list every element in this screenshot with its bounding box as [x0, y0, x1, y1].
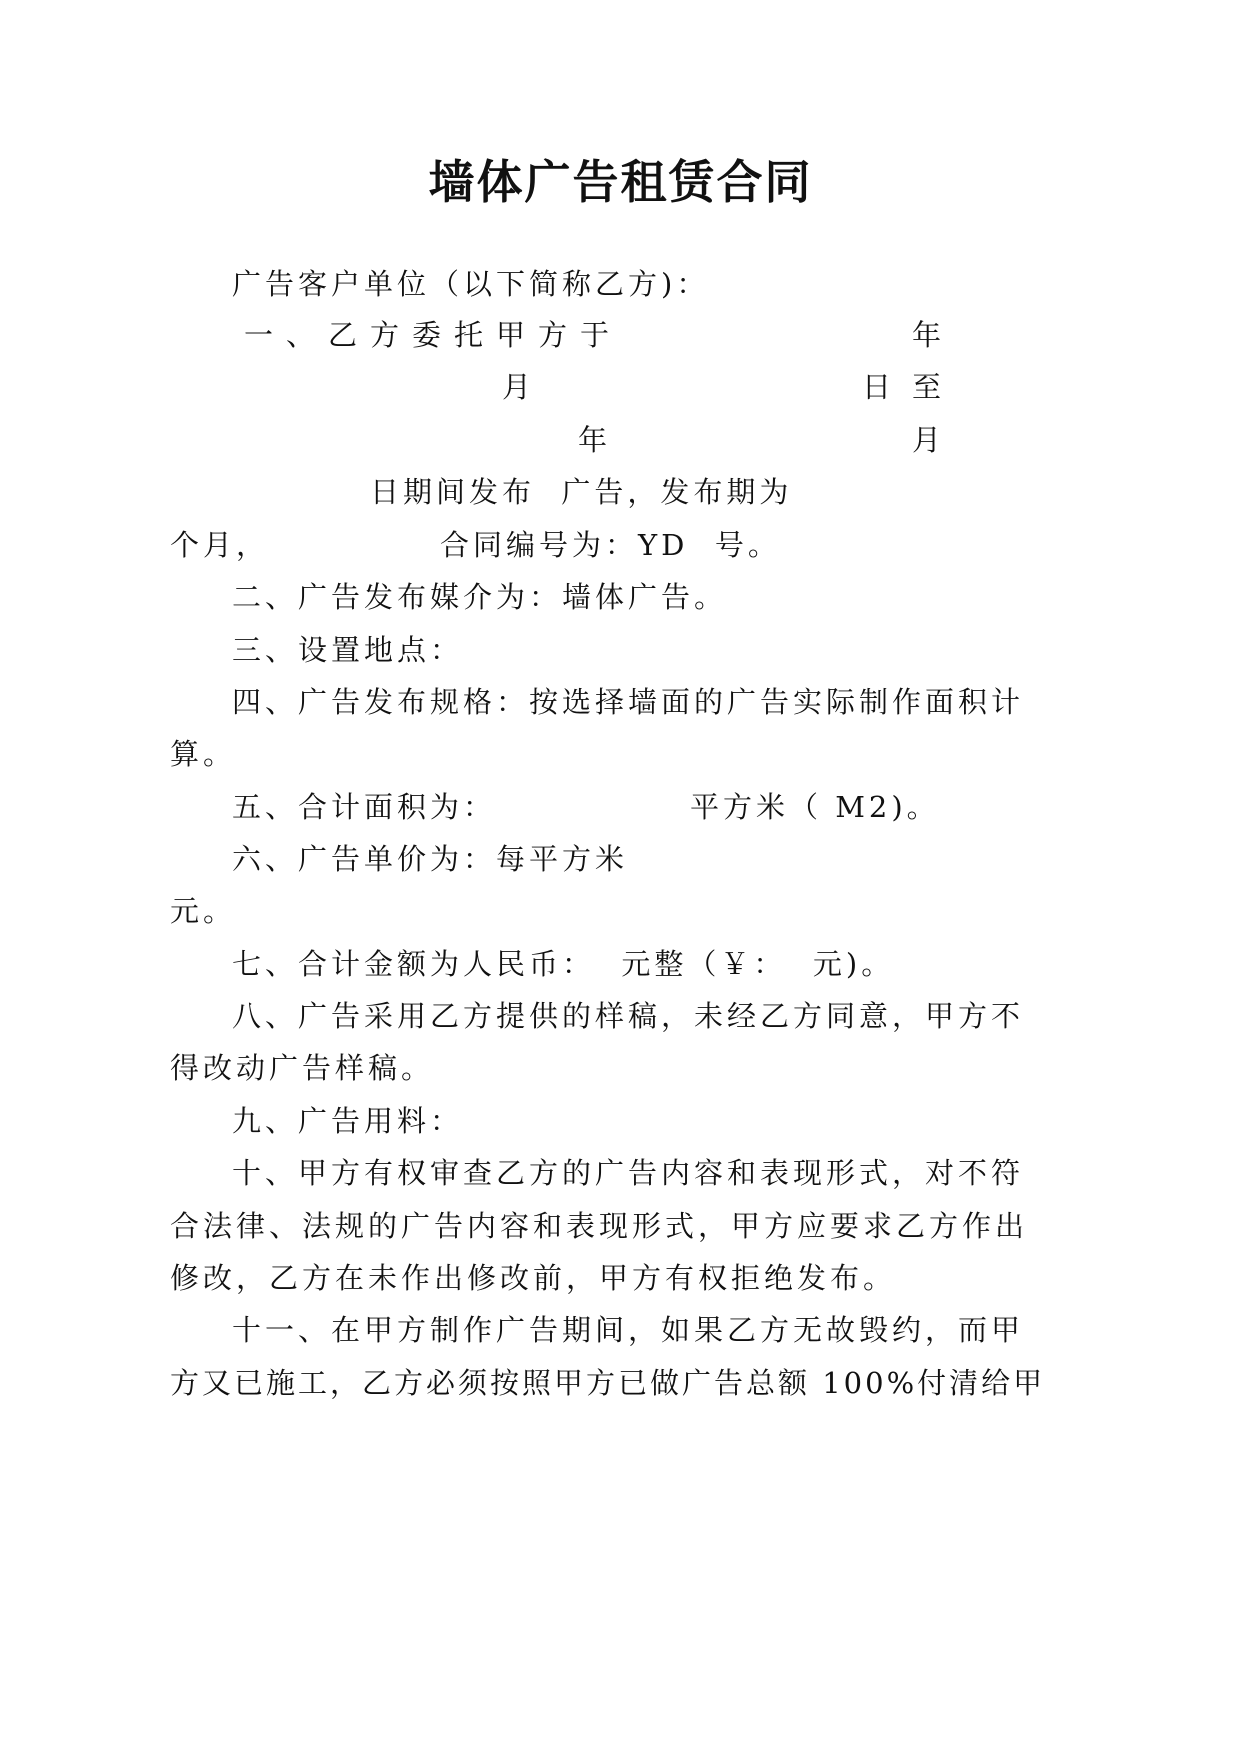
clause-1-year-1: 年 [912, 318, 942, 352]
clause-1-line-a: 一、乙方委托甲方于 [244, 318, 623, 352]
clause-2: 二、广告发布媒介为：墙体广告。 [232, 580, 728, 614]
clause-6-line-b: 元。 [170, 894, 237, 928]
client-line: 广告客户单位（以下简称乙方)： [232, 267, 710, 301]
clause-4-line-a: 四、广告发布规格：按选择墙面的广告实际制作面积计 [232, 685, 1025, 719]
clause-10-line-a: 十、甲方有权审查乙方的广告内容和表现形式，对不符 [232, 1156, 1025, 1190]
clause-1-month-2: 月 [912, 423, 942, 457]
clause-1-month-1: 月 [502, 370, 532, 404]
clause-11-line-b: 方又已施工，乙方必须按照甲方已做广告总额 100%付清给甲 [170, 1366, 1046, 1400]
clause-5-label: 五、合计面积为： [232, 790, 497, 824]
clause-6-line-a: 六、广告单价为：每平方米 [232, 842, 629, 876]
clause-8-line-a: 八、广告采用乙方提供的样稿，未经乙方同意，甲方不 [232, 999, 1025, 1033]
clause-10-line-c: 修改，乙方在未作出修改前，甲方有权拒绝发布。 [170, 1261, 897, 1295]
clause-1-period: 日期间发布 广告，发布期为 [370, 475, 793, 509]
clause-5-unit: 平方米（ M2)。 [690, 790, 940, 824]
clause-3: 三、设置地点： [232, 633, 464, 667]
clause-1-months: 个月， [170, 528, 270, 562]
clause-1-contract-number: 合同编号为：YD 号。 [440, 528, 781, 562]
clause-8-line-b: 得改动广告样稿。 [170, 1051, 435, 1085]
clause-1-year-2: 年 [578, 423, 608, 457]
clause-10-line-b: 合法律、法规的广告内容和表现形式，甲方应要求乙方作出 [170, 1209, 1029, 1243]
clause-1-to: 至 [912, 370, 942, 404]
clause-9: 九、广告用料： [232, 1104, 464, 1138]
clause-1-day-1: 日 [862, 370, 892, 404]
clause-7: 七、合计金额为人民币： 元整（￥： 元)。 [232, 947, 895, 981]
clause-4-line-b: 算。 [170, 737, 237, 771]
clause-11-line-a: 十一、在甲方制作广告期间，如果乙方无故毁约，而甲 [232, 1313, 1025, 1347]
document-title: 墙体广告租赁合同 [428, 155, 813, 209]
